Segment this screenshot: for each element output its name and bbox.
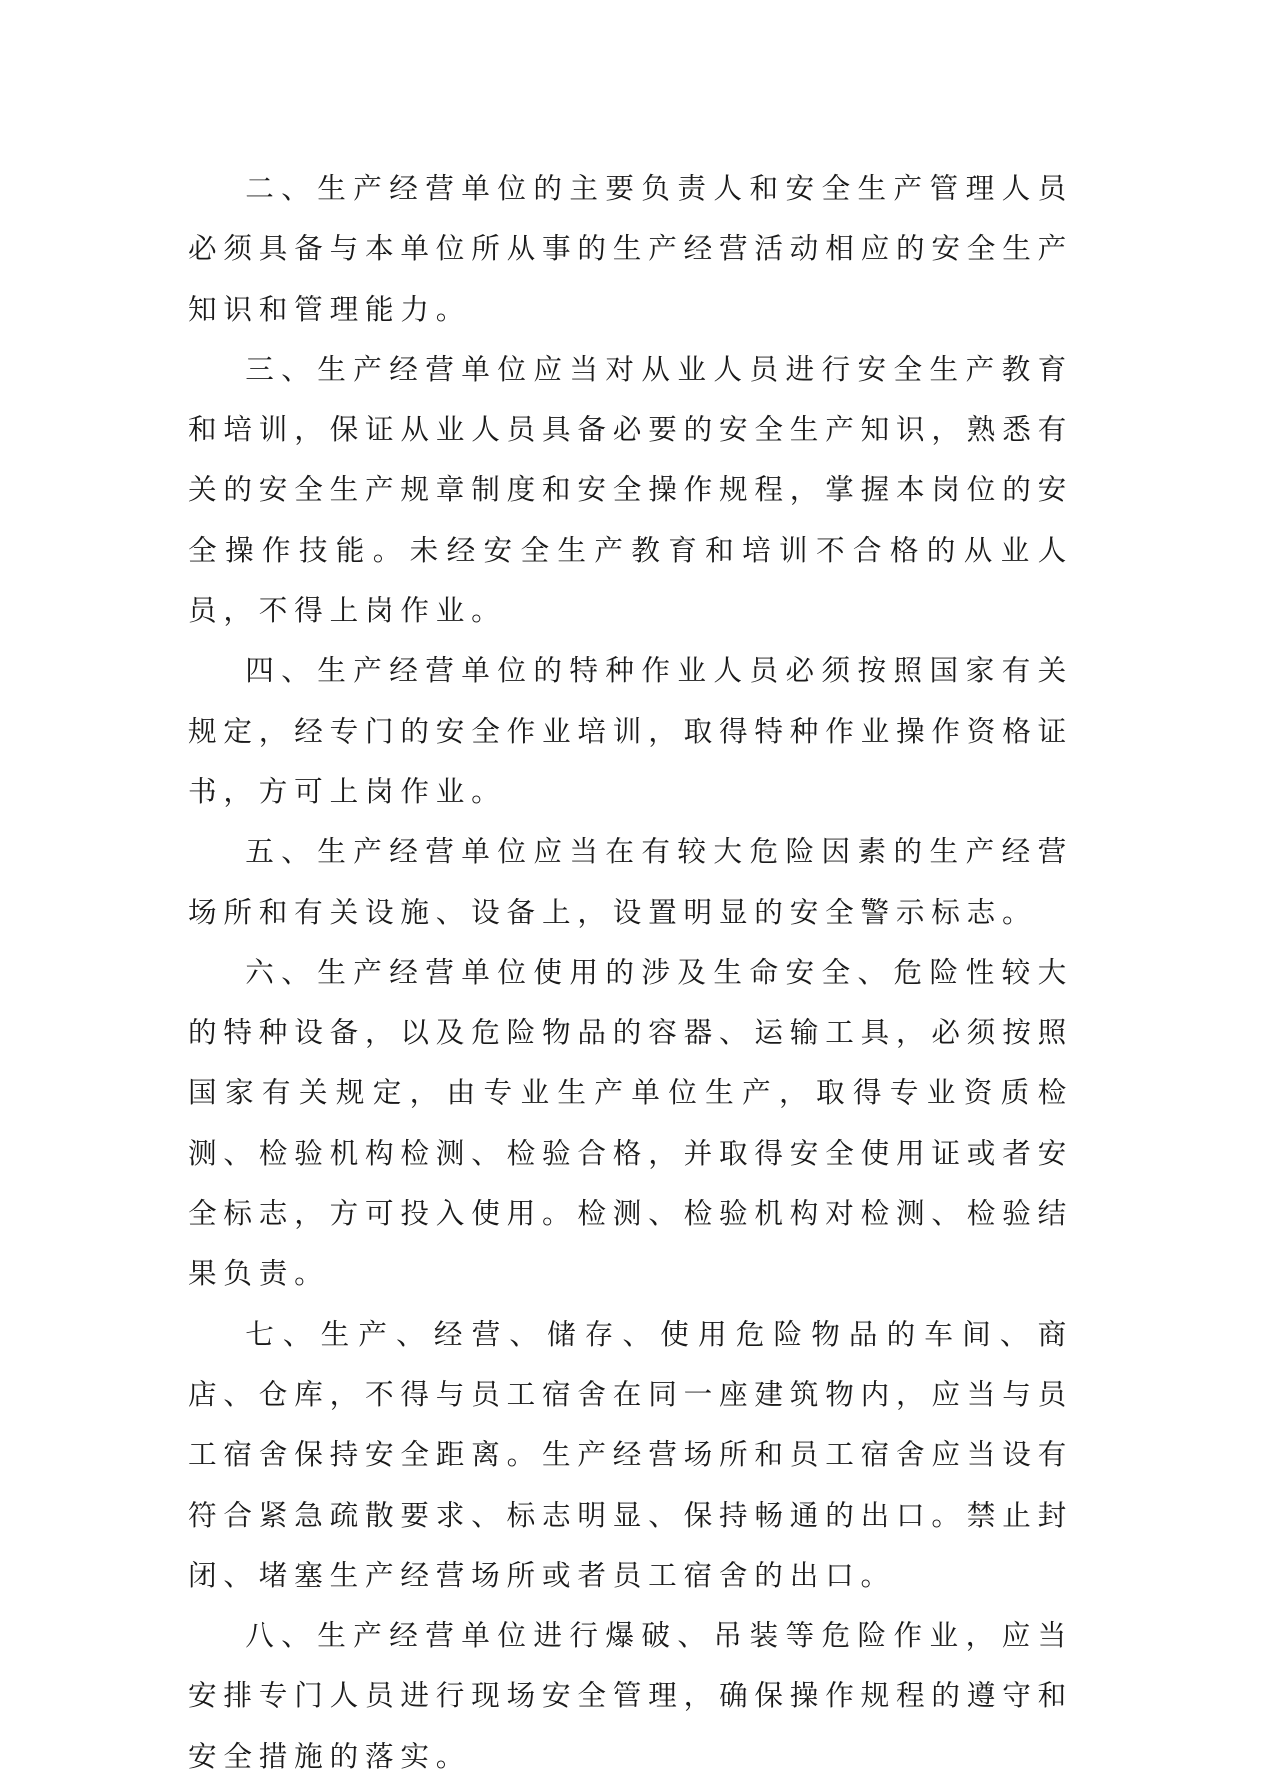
paragraph-item-5: 五、生产经营单位应当在有较大危险因素的生产经营场所和有关设施、设备上，设置明显的安全警示标志。 bbox=[188, 834, 1073, 929]
paragraph-item-3: 三、生产经营单位应当对从业人员进行安全生产教育和培训，保证从业人员具备必要的安全生产知识，熟悉有关的安全生产规章制度和安全操作规程，掌握本岗位的安全操作技能。未经安全生产教育和培训不合格的从业人员，不得上岗作业。 bbox=[188, 351, 1073, 628]
document-body bbox=[188, 158, 1073, 1786]
paragraph-item-6: 六、生产经营单位使用的涉及生命安全、危险性较大的特种设备，以及危险物品的容器、运输工具，必须按照国家有关规定，由专业生产单位生产，取得专业资质检测、检验机构检测、检验合格，并取得安全使用证或者安全标志，方可投入使用。检测、检验机构对检测、检验结果负责。 bbox=[188, 954, 1073, 1291]
paragraph-item-7: 七、生产、经营、储存、使用危险物品的车间、商店、仓库，不得与员工宿舍在同一座建筑物内，应当与员工宿舍保持安全距离。生产经营场所和员工宿舍应当设有符合紧急疏散要求、标志明显、保持畅通的出口。禁止封闭、堵塞生产经营场所或者员工宿舍的出口。 bbox=[188, 1316, 1073, 1592]
paragraph-item-8: 八、生产经营单位进行爆破、吊装等危险作业，应当安排专门人员进行现场安全管理，确保操作规程的遵守和安全措施的落实。 bbox=[188, 1618, 1073, 1773]
paragraph-item-2: 二、生产经营单位的主要负责人和安全生产管理人员必须具备与本单位所从事的生产经营活动相应的安全生产知识和管理能力。 bbox=[188, 171, 1073, 326]
paragraph-item-4: 四、生产经营单位的特种作业人员必须按照国家有关规定，经专门的安全作业培训，取得特种作业操作资格证书，方可上岗作业。 bbox=[188, 653, 1073, 808]
